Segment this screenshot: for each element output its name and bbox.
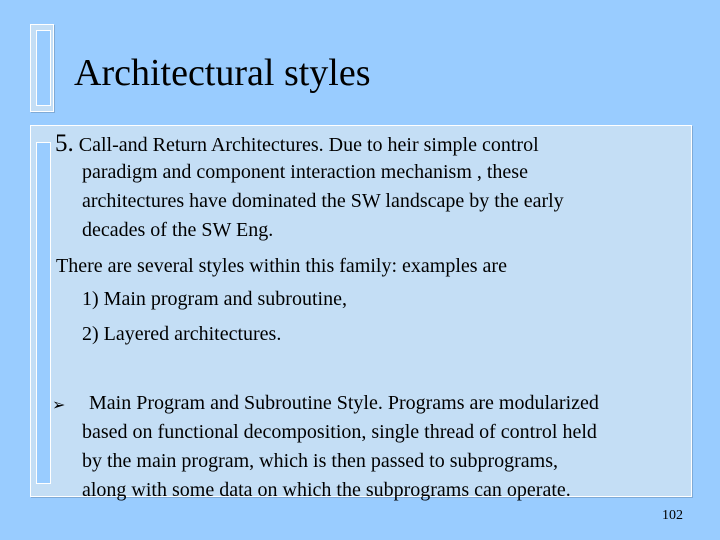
item-first-line-text: Call-and Return Architectures. Due to heir simple control (78, 134, 539, 156)
styles-intro: There are several styles within this family: examples are (56, 255, 507, 277)
item-first-line (55, 129, 539, 160)
item-continuation-line: decades of the SW Eng. (82, 219, 274, 241)
bullet-line: by the main program, which is then passed to subprograms, (82, 450, 559, 472)
example-item: 2) Layered architectures. (82, 323, 282, 345)
example-item: 1) Main program and subroutine, (82, 288, 347, 310)
item-continuation-line: paradigm and component interaction mechanism , these (82, 161, 528, 183)
content-side-strip (36, 142, 51, 484)
bullet-line: Main Program and Subroutine Style. Programs are modularized (89, 392, 599, 414)
title-accent-bar-inner (36, 30, 51, 106)
arrow-bullet-icon: ➢ (52, 395, 66, 414)
page-number: 102 (662, 508, 683, 523)
bullet-line: along with some data on which the subprograms can operate. (82, 479, 571, 501)
slide-title: Architectural styles (74, 52, 371, 94)
item-number: 5. (55, 130, 74, 157)
bullet-line: based on functional decomposition, single thread of control held (82, 421, 597, 443)
item-continuation-line: architectures have dominated the SW landscape by the early (82, 190, 564, 212)
